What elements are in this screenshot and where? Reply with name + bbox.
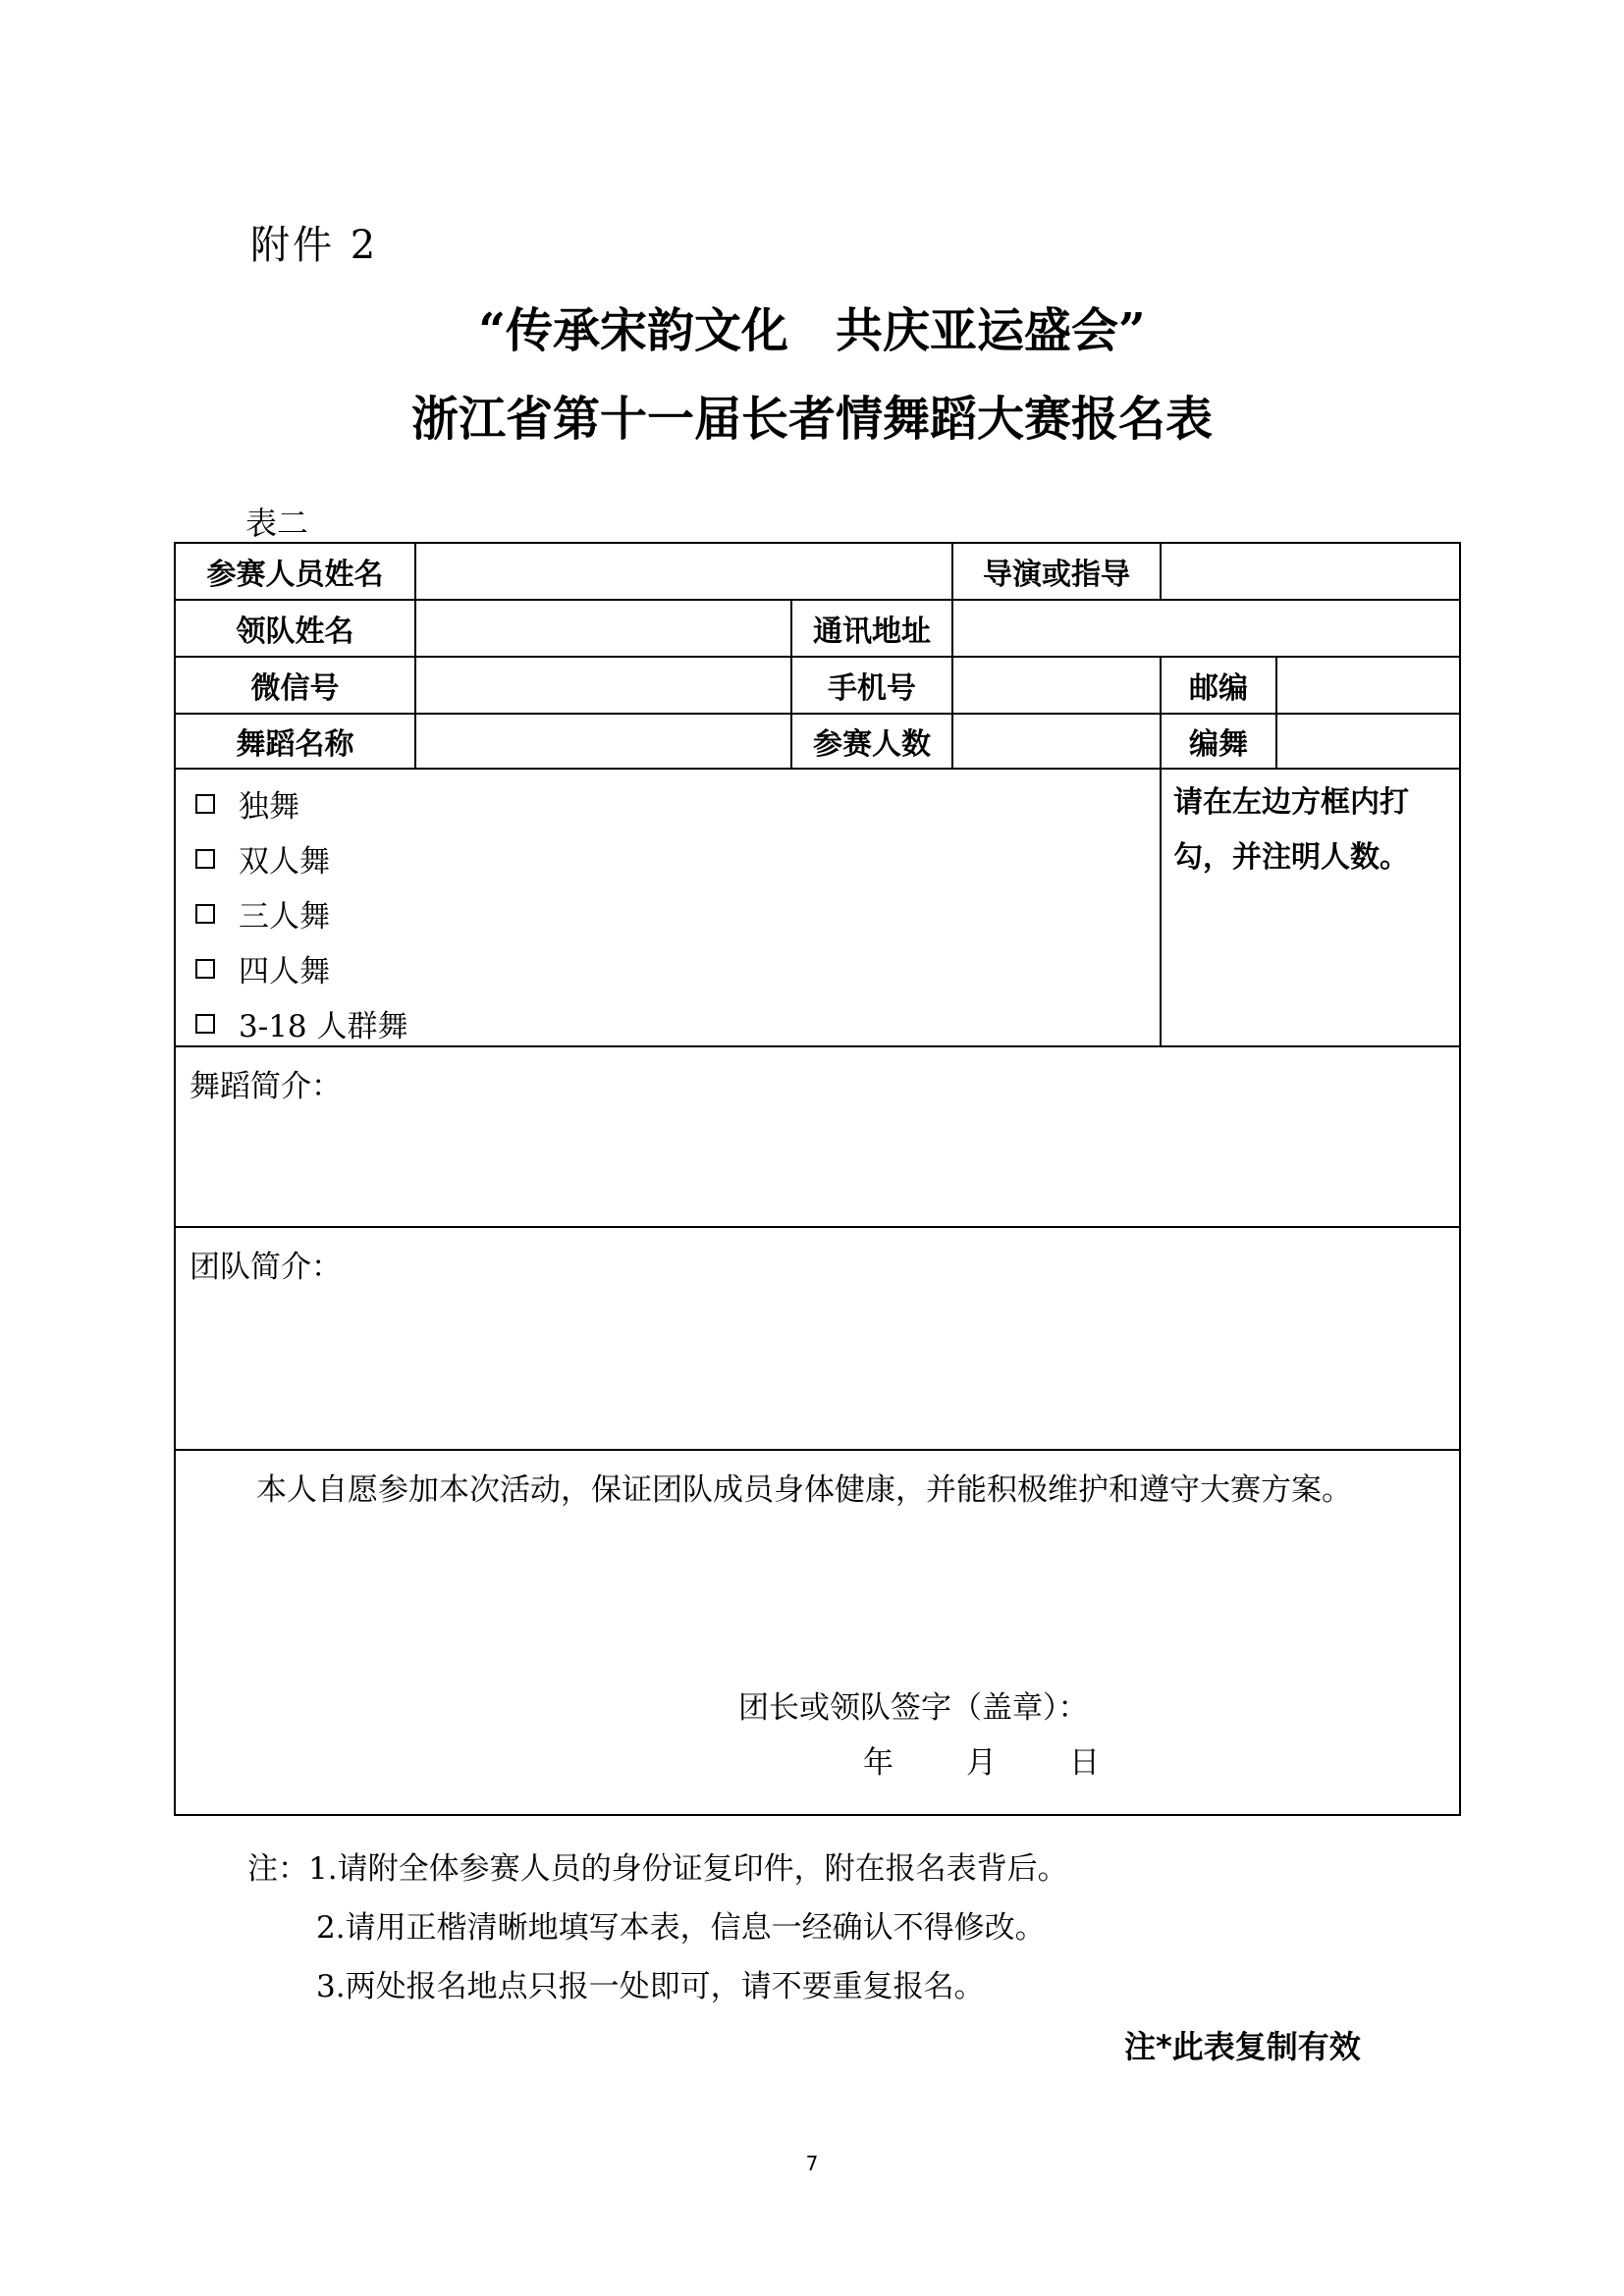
attachment-label: 附件 2 (250, 223, 379, 268)
dance-name-field[interactable] (416, 715, 792, 770)
date-line[interactable] (863, 1737, 1172, 1782)
checkbox-icon[interactable] (195, 849, 215, 869)
count-label: 参赛人数 (792, 715, 953, 770)
option-trio[interactable]: 三人舞 (195, 891, 330, 935)
date-year: 年 (863, 1745, 893, 1781)
checkbox-icon[interactable] (195, 904, 215, 924)
checkbox-icon[interactable] (195, 794, 215, 814)
option-group[interactable]: 3-18 人群舞 (195, 1001, 408, 1045)
phone-label: 手机号 (792, 658, 953, 715)
option-solo[interactable]: 独舞 (195, 781, 299, 826)
director-label: 导演或指导 (953, 544, 1162, 601)
address-label: 通讯地址 (792, 601, 953, 658)
participants-field[interactable] (416, 544, 953, 601)
team-intro-section[interactable] (176, 1228, 1459, 1451)
participants-label: 参赛人员姓名 (176, 544, 416, 601)
table-number: 表二 (245, 505, 309, 542)
choreo-field[interactable] (1277, 715, 1461, 770)
note-2: 2.请用正楷清晰地填写本表，信息一经确认不得修改。 (316, 1910, 1046, 1946)
dance-intro-label: 舞蹈简介： (189, 1069, 342, 1104)
phone-field[interactable] (953, 658, 1162, 715)
date-month: 月 (966, 1745, 997, 1781)
declaration-section (176, 1451, 1459, 1816)
dance-intro-section[interactable] (176, 1047, 1459, 1228)
registration-form (174, 542, 1461, 1816)
checkbox-icon[interactable] (195, 959, 215, 979)
wechat-field[interactable] (416, 658, 792, 715)
validity-note: 注*此表复制有效 (1124, 2028, 1361, 2065)
postcode-field[interactable] (1277, 658, 1461, 715)
wechat-label: 微信号 (176, 658, 416, 715)
note-3: 3.两处报名地点只报一处即可，请不要重复报名。 (316, 1969, 985, 2004)
team-intro-label: 团队简介： (189, 1250, 342, 1285)
leader-field[interactable] (416, 601, 792, 658)
title-line-1: “传承宋韵文化 共庆亚运盛会” (478, 303, 1146, 358)
choreo-label: 编舞 (1162, 715, 1277, 770)
address-field[interactable] (953, 601, 1461, 658)
option-duet[interactable]: 双人舞 (195, 836, 330, 881)
page-number: 7 (805, 2152, 819, 2175)
director-field[interactable] (1162, 544, 1461, 601)
option-quartet[interactable]: 四人舞 (195, 946, 330, 990)
date-day: 日 (1069, 1745, 1100, 1781)
title-line-2: 浙江省第十一届长者情舞蹈大赛报名表 (410, 392, 1213, 447)
leader-label: 领队姓名 (176, 601, 416, 658)
postcode-label: 邮编 (1162, 658, 1277, 715)
signature-label: 团长或领队签字（盖章）： (738, 1690, 1089, 1726)
options-hint: 请在左边方框内打勾，并注明人数。 (1162, 770, 1461, 1047)
count-field[interactable] (953, 715, 1162, 770)
checkbox-icon[interactable] (195, 1014, 215, 1034)
declaration-text: 本人自愿参加本次活动，保证团队成员身体健康，并能积极维护和遵守大赛方案。 (256, 1472, 1352, 1508)
note-1: 注：1.请附全体参赛人员的身份证复印件，附在报名表背后。 (247, 1851, 1068, 1887)
dance-type-options (176, 770, 1162, 1047)
dance-name-label: 舞蹈名称 (176, 715, 416, 770)
